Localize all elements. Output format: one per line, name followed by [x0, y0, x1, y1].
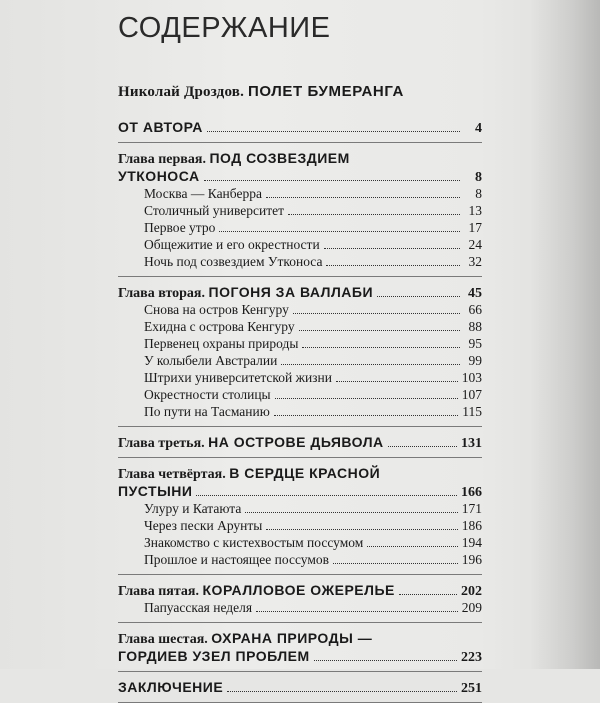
section-page: 66: [468, 302, 482, 317]
leader-dots: [299, 330, 460, 331]
list-item[interactable]: [118, 318, 482, 335]
section-label: Ночь под созвездием Утконоса: [144, 254, 323, 269]
list-item[interactable]: [118, 219, 482, 236]
section-label: У колыбели Австралии: [144, 353, 278, 368]
leader-dots: [274, 415, 458, 416]
list-item[interactable]: [118, 551, 482, 568]
section-page: 13: [468, 203, 482, 218]
list-item[interactable]: [118, 301, 482, 318]
leader-dots: [227, 691, 457, 692]
chapter-page: 202: [461, 584, 482, 599]
chapter-2-sections: [118, 301, 482, 420]
divider: [118, 276, 482, 277]
list-item[interactable]: [118, 403, 482, 420]
divider: [118, 426, 482, 427]
section-label: По пути на Тасманию: [144, 404, 270, 419]
chapter-page: 166: [461, 485, 482, 500]
chapter-prefix: Глава третья.: [118, 436, 205, 451]
leader-dots: [288, 214, 460, 215]
chapter-page: 45: [468, 286, 482, 301]
section-label: Первенец охраны природы: [144, 336, 299, 351]
page-title: СОДЕРЖАНИЕ: [118, 12, 331, 44]
leader-dots: [266, 529, 457, 530]
leader-dots: [196, 495, 457, 496]
toc-entry-conclusion[interactable]: [118, 678, 482, 696]
entry-page: 251: [461, 681, 482, 696]
leader-dots: [367, 546, 457, 547]
list-item[interactable]: [118, 185, 482, 202]
toc-chapter-3[interactable]: [118, 433, 482, 451]
section-label: Столичный университет: [144, 203, 285, 218]
section-label: Снова на остров Кенгуру: [144, 302, 289, 317]
divider: [118, 622, 482, 623]
toc-chapter-6[interactable]: [118, 629, 482, 665]
chapter-title: В СЕРДЦЕ КРАСНОЙ: [229, 465, 381, 481]
list-item[interactable]: [118, 599, 482, 616]
section-page: 194: [461, 535, 482, 550]
section-page: 32: [468, 254, 482, 269]
chapter-page: 8: [475, 170, 482, 185]
list-item[interactable]: [118, 202, 482, 219]
page-spine-shadow: [530, 0, 600, 669]
leader-dots: [256, 611, 458, 612]
section-page: 209: [461, 600, 482, 615]
section-label: Папуасская неделя: [144, 600, 253, 615]
section-page: 103: [461, 370, 482, 385]
table-of-contents: [118, 8, 482, 703]
entry-label: ЗАКЛЮЧЕНИЕ: [118, 679, 224, 695]
chapter-5-sections: [118, 599, 482, 616]
section-page: 196: [461, 552, 482, 567]
leader-dots: [314, 660, 457, 661]
section-page: 8: [475, 186, 482, 201]
section-label: Через пески Арунты: [144, 518, 263, 533]
chapter-prefix: Глава пятая.: [118, 584, 200, 599]
chapter-prefix: Глава вторая.: [118, 286, 206, 301]
chapter-4-sections: [118, 500, 482, 568]
section-page: 115: [462, 404, 482, 419]
section-label: Общежитие и его окрестности: [144, 237, 320, 252]
section-page: 17: [468, 220, 482, 235]
leader-dots: [207, 131, 460, 132]
leader-dots: [281, 364, 460, 365]
book-title: ПОЛЕТ БУМЕРАНГА: [248, 83, 404, 100]
chapter-page: 131: [461, 436, 482, 451]
leader-dots: [204, 180, 460, 181]
section-label: Знакомство с кистехвостым поссумом: [144, 535, 364, 550]
leader-dots: [399, 594, 457, 595]
list-item[interactable]: [118, 517, 482, 534]
chapter-1-sections: [118, 185, 482, 270]
leader-dots: [219, 231, 460, 232]
section-page: 88: [468, 319, 482, 334]
chapter-title-cont: ПУСТЫНИ: [118, 483, 193, 499]
chapter-page: 223: [461, 650, 482, 665]
list-item[interactable]: [118, 236, 482, 253]
section-page: 99: [468, 353, 482, 368]
list-item[interactable]: [118, 335, 482, 352]
section-label: Москва — Канберра: [144, 186, 262, 201]
section-label: Первое утро: [144, 220, 216, 235]
leader-dots: [302, 347, 460, 348]
section-page: 24: [468, 237, 482, 252]
section-label: Окрестности столицы: [144, 387, 271, 402]
leader-dots: [245, 512, 457, 513]
section-page: 95: [468, 336, 482, 351]
leader-dots: [324, 248, 460, 249]
list-item[interactable]: [118, 369, 482, 386]
leader-dots: [388, 446, 457, 447]
section-page: 186: [461, 518, 482, 533]
chapter-title: НА ОСТРОВЕ ДЬЯВОЛА: [208, 434, 384, 450]
list-item[interactable]: [118, 253, 482, 270]
section-label: Прошлое и настоящее поссумов: [144, 552, 330, 567]
chapter-title-cont: ГОРДИЕВ УЗЕЛ ПРОБЛЕМ: [118, 648, 310, 664]
chapter-title: КОРАЛЛОВОЕ ОЖЕРЕЛЬЕ: [202, 582, 395, 598]
leader-dots: [377, 296, 460, 297]
chapter-title: ПОГОНЯ ЗА ВАЛЛАБИ: [208, 284, 374, 300]
entry-page: 4: [475, 121, 482, 136]
section-page: 107: [461, 387, 482, 402]
chapter-prefix: Глава четвёртая.: [118, 467, 226, 482]
list-item[interactable]: [118, 500, 482, 517]
chapter-title: ПОД СОЗВЕЗДИЕМ: [209, 150, 350, 166]
leader-dots: [326, 265, 460, 266]
list-item[interactable]: [118, 534, 482, 551]
section-label: Ехидна с острова Кенгуру: [144, 319, 295, 334]
leader-dots: [336, 381, 458, 382]
section-page: 171: [461, 501, 482, 516]
chapter-prefix: Глава первая.: [118, 152, 206, 167]
divider: [118, 671, 482, 672]
chapter-prefix: Глава шестая.: [118, 632, 208, 647]
divider: [118, 457, 482, 458]
divider: [118, 574, 482, 575]
section-label: Штрихи университетской жизни: [144, 370, 332, 385]
section-label: Улуру и Катаюта: [144, 501, 242, 516]
leader-dots: [333, 563, 458, 564]
author-name: Николай Дроздов.: [118, 84, 245, 100]
leader-dots: [275, 398, 458, 399]
toc-entry-from-author[interactable]: [118, 118, 482, 136]
toc-chapter-4[interactable]: [118, 464, 482, 500]
list-item[interactable]: [118, 352, 482, 369]
chapter-title: ОХРАНА ПРИРОДЫ —: [211, 630, 373, 646]
divider: [118, 142, 482, 143]
toc-chapter-5[interactable]: [118, 581, 482, 599]
list-item[interactable]: [118, 386, 482, 403]
leader-dots: [266, 197, 460, 198]
entry-label: ОТ АВТОРА: [118, 119, 203, 135]
leader-dots: [293, 313, 460, 314]
toc-chapter-1[interactable]: [118, 149, 482, 185]
toc-chapter-2[interactable]: [118, 283, 482, 301]
chapter-title-cont: УТКОНОСА: [118, 168, 200, 184]
author-line: [118, 82, 482, 102]
